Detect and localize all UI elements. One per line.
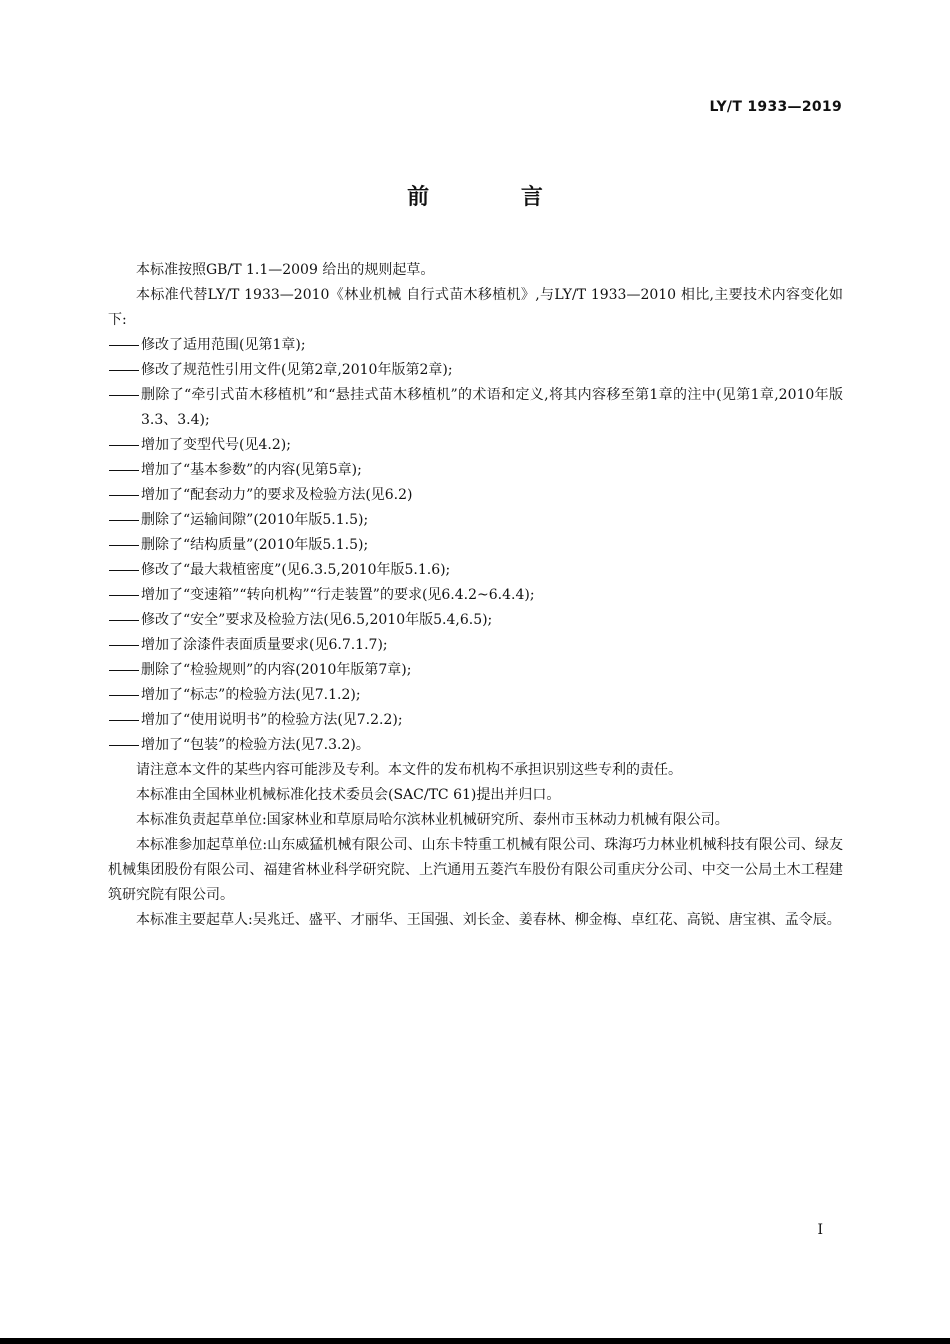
em-dash-marker: [108, 708, 141, 733]
em-dash-marker: [108, 583, 141, 608]
list-item: [108, 733, 843, 758]
em-dash-marker: [108, 608, 141, 633]
list-item-text: 增加了“标志”的检验方法(见7.1.2);: [141, 687, 361, 703]
list-item: [108, 658, 843, 683]
em-dash-marker: [108, 383, 141, 433]
page-title: 前 言: [407, 185, 585, 210]
list-item: [108, 358, 843, 383]
list-item-text: 删除了“结构质量”(2010年版5.1.5);: [141, 537, 369, 553]
list-item-text: 增加了变型代号(见4.2);: [141, 437, 291, 453]
em-dash-marker: [108, 733, 141, 758]
list-item-text: 删除了“运输间隙”(2010年版5.1.5);: [141, 512, 369, 528]
list-item-text: 删除了“检验规则”的内容(2010年版第7章);: [141, 662, 412, 678]
list-item: [108, 683, 843, 708]
list-item: [108, 483, 843, 508]
em-dash-marker: [108, 458, 141, 483]
list-item: [108, 583, 843, 608]
list-item: [108, 533, 843, 558]
em-dash-marker: [108, 508, 141, 533]
em-dash-marker: [108, 658, 141, 683]
changes-list: [108, 333, 843, 758]
list-item: [108, 458, 843, 483]
list-item: [108, 633, 843, 658]
patent-notice: 请注意本文件的某些内容可能涉及专利。本文件的发布机构不承担识别这些专利的责任。: [136, 762, 682, 778]
list-item-text: 增加了“变速箱”“转向机构”“行走装置”的要求(见6.4.2~6.4.4);: [141, 587, 535, 603]
list-item-text: 增加了“使用说明书”的检验方法(见7.2.2);: [141, 712, 403, 728]
list-item-text: 修改了“安全”要求及检验方法(见6.5,2010年版5.4,6.5);: [141, 612, 493, 628]
bottom-border: [0, 1338, 950, 1344]
intro-paragraph: 本标准按照GB/T 1.1—2009 给出的规则起草。: [136, 262, 435, 278]
em-dash-marker: [108, 633, 141, 658]
list-item: [108, 508, 843, 533]
main-drafters: 本标准主要起草人:吴兆迁、盛平、才丽华、王国强、刘长金、姜春林、柳金梅、卓红花、高锐、唐宝祺、孟令辰。: [136, 912, 841, 928]
list-item: [108, 558, 843, 583]
proposer-paragraph: 本标准由全国林业机械标准化技术委员会(SAC/TC 61)提出并归口。: [136, 787, 561, 803]
em-dash-marker: [108, 433, 141, 458]
document-body: [108, 258, 843, 933]
lead-drafting-units: 本标准负责起草单位:国家林业和草原局哈尔滨林业机械研究所、泰州市玉林动力机械有限公司。: [136, 812, 729, 828]
em-dash-marker: [108, 333, 141, 358]
em-dash-marker: [108, 533, 141, 558]
list-item-text: 增加了涂漆件表面质量要求(见6.7.1.7);: [141, 637, 388, 653]
list-item-text: 增加了“包装”的检验方法(见7.3.2)。: [141, 737, 370, 753]
em-dash-marker: [108, 558, 141, 583]
em-dash-marker: [108, 358, 141, 383]
list-item: [108, 708, 843, 733]
em-dash-marker: [108, 683, 141, 708]
list-item-text: 删除了“牵引式苗木移植机”和“悬挂式苗木移植机”的术语和定义,将其内容移至第1章的注中(见第1章,2010年版3.3、3.4);: [141, 387, 843, 428]
list-item-text: 增加了“配套动力”的要求及检验方法(见6.2): [141, 487, 413, 503]
list-item-text: 修改了“最大栽植密度”(见6.3.5,2010年版5.1.6);: [141, 562, 451, 578]
list-item: [108, 333, 843, 358]
em-dash-marker: [108, 483, 141, 508]
page-number: I: [817, 1222, 823, 1238]
standard-code: LY/T 1933—2019: [709, 99, 842, 115]
list-item: [108, 608, 843, 633]
list-item: [108, 433, 843, 458]
list-item-text: 增加了“基本参数”的内容(见第5章);: [141, 462, 362, 478]
intro-paragraph: 本标准代替LY/T 1933—2010《林业机械 自行式苗木移植机》,与LY/T 1933—2010 相比,主要技术内容变化如下:: [108, 287, 843, 328]
list-item-text: 修改了规范性引用文件(见第2章,2010年版第2章);: [141, 362, 453, 378]
list-item-text: 修改了适用范围(见第1章);: [141, 337, 306, 353]
participating-drafting-units: 本标准参加起草单位:山东威猛机械有限公司、山东卡特重工机械有限公司、珠海巧力林业机械科技有限公司、绿友机械集团股份有限公司、福建省林业科学研究院、上汽通用五菱汽车股份有限公司重庆分公司、中交一公局土木工程建筑研究院有限公司。: [108, 837, 843, 903]
list-item: [108, 383, 843, 433]
